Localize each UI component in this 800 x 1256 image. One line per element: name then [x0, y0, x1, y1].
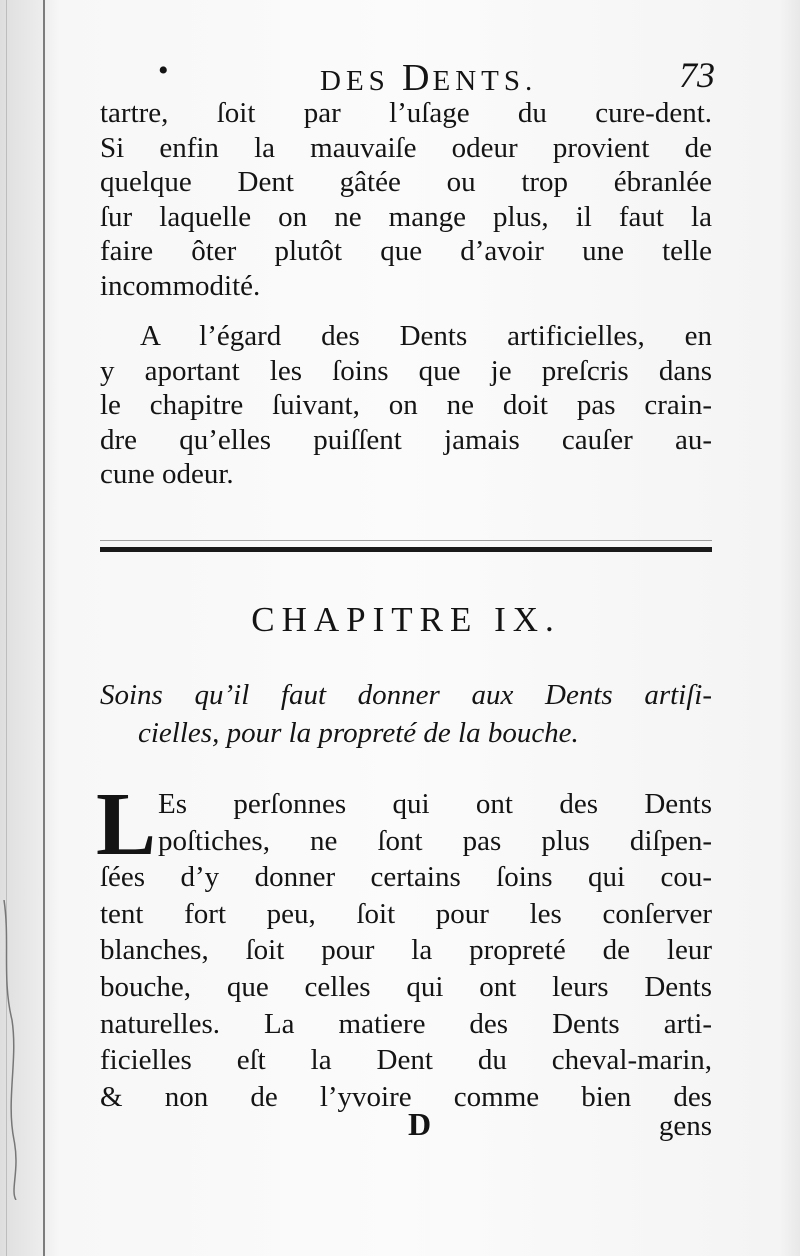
- running-head-ornament: •: [158, 54, 169, 87]
- paragraph-1: [100, 96, 712, 303]
- text-line: poſtiches, ne ſont pas plus diſpen-: [158, 824, 712, 857]
- signature-mark: D: [408, 1106, 432, 1142]
- binding-edge: [43, 0, 45, 1256]
- text-line: faire ôter plutôt que d’avoir une telle: [100, 235, 712, 267]
- chapter-title: CHAPITRE IX.: [251, 600, 561, 639]
- text-line: & non de l’yvoire comme bien des: [100, 1080, 712, 1113]
- text-line: y aportant les ſoins que je preſcris dans: [100, 354, 712, 387]
- running-head-title: [320, 56, 537, 100]
- text-line: ficielles eſt la Dent du cheval-marin,: [100, 1044, 712, 1077]
- chapter-subtitle: [100, 676, 712, 752]
- text-line: le chapitre ſuivant, on ne doit pas crain-: [100, 389, 712, 421]
- text-line: tent fort peu, ſoit pour les conſerver: [100, 897, 712, 930]
- text-line: Si enfin la mauvaiſe odeur provient de: [100, 131, 712, 164]
- text-line: incommodité.: [100, 269, 261, 302]
- page-number: 73: [679, 55, 715, 95]
- text-line: Es perſonnes qui ont des Dents: [158, 788, 712, 820]
- text-line: naturelles. La matiere des Dents arti-: [100, 1007, 712, 1040]
- text-line: tartre, ſoit par l’uſage du cure-dent.: [100, 97, 712, 129]
- text-line: bouche, que celles qui ont leurs Dents: [100, 970, 712, 1003]
- text-line: dre qu’elles puiſſent jamais cauſer au-: [100, 423, 712, 456]
- running-head: [100, 50, 715, 98]
- text-line: quelque Dent gâtée ou trop ébranlée: [100, 166, 712, 198]
- text-line: ſées d’y donner certains ſoins qui cou-: [100, 861, 712, 894]
- text-line: A l’égard des Dents artificielles, en: [140, 320, 712, 352]
- text-line: blanches, ſoit pour la propreté de leur: [100, 934, 712, 967]
- paper-tear-mark: [0, 900, 42, 1200]
- running-head-title-post: ENTS.: [432, 65, 538, 97]
- page-footer: [100, 1106, 712, 1150]
- running-head-title-pre: DES: [320, 65, 403, 97]
- text-line: ſur laquelle on ne mange plus, il faut la: [100, 200, 712, 233]
- divider-thick-rule: [100, 547, 712, 552]
- section-divider: [100, 536, 712, 566]
- catchword: gens: [658, 1110, 712, 1142]
- body-paragraph: [100, 786, 712, 1115]
- subtitle-line: Soins qu’il faut donner aux Dents artiſi-: [100, 679, 712, 711]
- drop-cap: L: [96, 775, 157, 874]
- text-line: cune odeur.: [100, 458, 234, 490]
- running-head-title-cap: D: [402, 57, 433, 99]
- divider-thin-rule: [100, 540, 712, 541]
- subtitle-line: cielles, pour la propreté de la bouche.: [138, 717, 579, 749]
- paragraph-2: [100, 319, 712, 492]
